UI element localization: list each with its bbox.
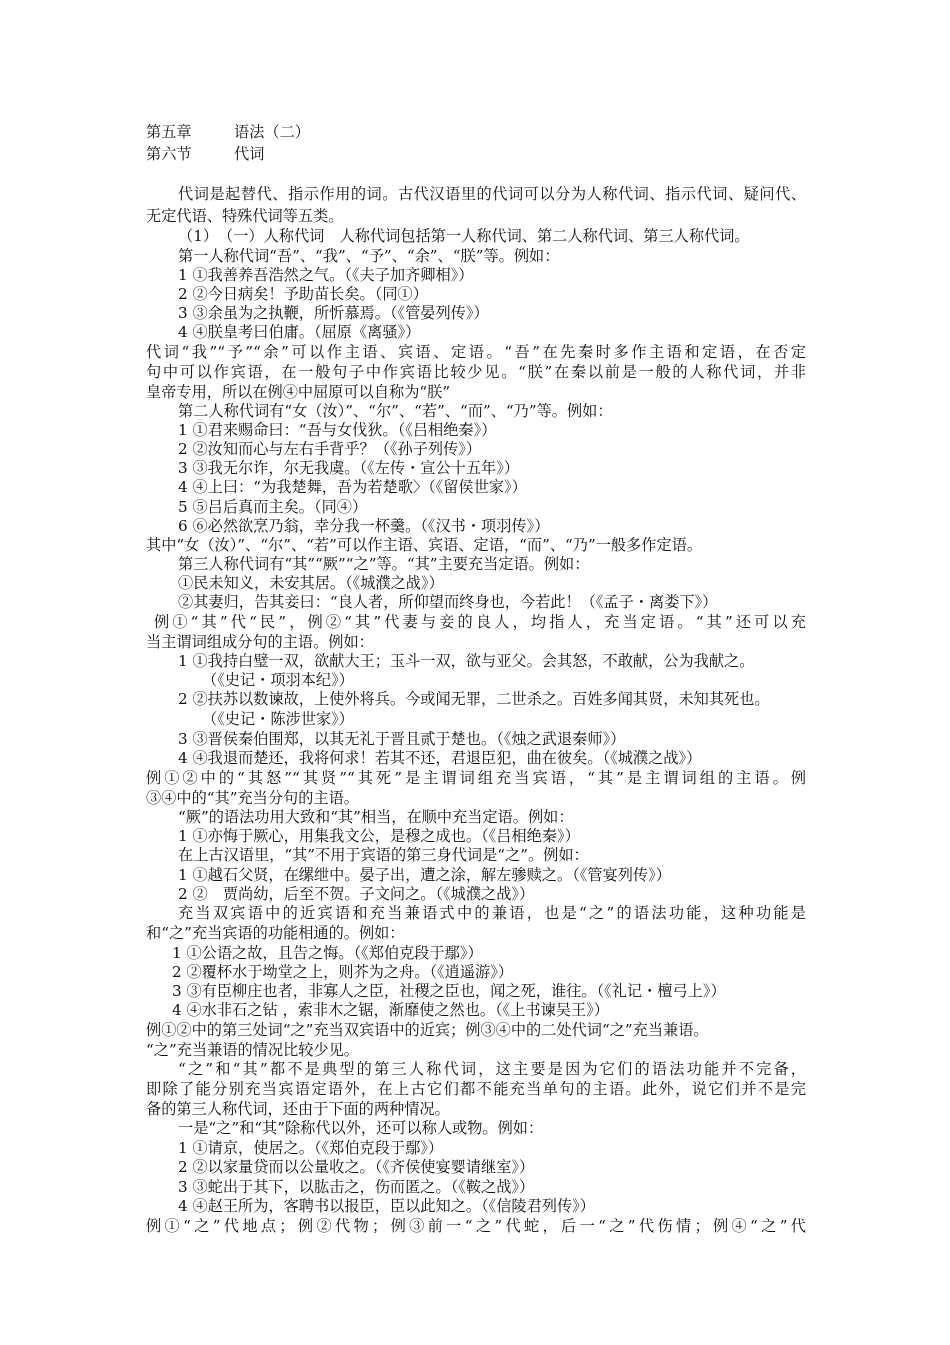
text-line: 3 ③我无尔诈，尔无我虞。（《左传・宣公十五年》） [178, 459, 520, 477]
text-line: 4 ④上曰：“为我楚舞，吾为若楚歌〉（《留侯世家》） [178, 478, 527, 496]
text-line: 2 ②扶苏以数谏故，上使外将兵。今或闻无罪，二世杀之。百姓多闻其贤，未知其死也。 [178, 690, 770, 708]
text-line: 4 ④水非石之钻 ，索非木之锯，渐靡使之然也。（《上书谏吴王》） [172, 1001, 609, 1019]
text-line: 2 ②今日病矣！予助苗长矣。（同①） [178, 285, 428, 303]
text-line: “之”和“其”都不是典型的第三人称代词，这主要是因为它们的语法功能并不完备， [178, 1060, 806, 1078]
text-line: 1 ①我持白璧一双，欲献大王；玉斗一双，欲与亚父。会其怒，不敢献，公为我献之。 [178, 652, 755, 670]
chapter-number: 第五章 [146, 123, 192, 141]
text-line: 其中“女（汝）”、“尔”、“若”可以作主语、宾语、定语，“而”、“乃”一般多作定语。 [146, 536, 703, 554]
text-line: 例①“其”代“民”，例②“其”代妻与妾的良人，均指人，充当定语。“其”还可以充 [154, 613, 806, 631]
text-line: 1 ①亦悔于厥心，用集我文公，是穆之成也。（《吕相绝秦》） [178, 827, 580, 845]
text-line: 第二人称代词有“女（汝）”、“尔”、“若”、“而”、“乃”等。例如： [178, 402, 613, 420]
text-line: 6 ⑥必然欲烹乃翁，幸分我一杯羹。（《汉书・项羽传》） [178, 517, 550, 535]
text-line: ③④中的“其”充当分句的主语。 [146, 789, 359, 807]
text-line: 备的第三人称代词，还由于下面的两种情况。 [146, 1100, 450, 1118]
text-line: 在上古汉语里，“其”不用于宾语的第三身代词是“之”。例如： [178, 846, 589, 864]
text-line: 当主谓词组成分句的主语。例如： [146, 633, 374, 651]
text-line: 2 ②以家量贷而以公量收之。（《齐侯使宴婴请继室》） [178, 1158, 535, 1176]
text-line: 4 ④我退而楚还，我将何求！若其不还，君退臣犯，曲在彼矣。（《城濮之战》） [178, 749, 702, 767]
text-line: 充当双宾语中的近宾语和充当兼语式中的兼语，也是“之”的语法功能，这种功能是 [178, 904, 806, 922]
text-line: 4 ④朕皇考曰伯庸。（屈原《离骚》） [178, 323, 421, 341]
text-line: 第一人称代词“吾”、“我”、“予”、“余”、“朕”等。例如： [178, 247, 560, 265]
text-line: 例①②中的“其怒”“其贤”“其死”是主谓词组充当宾语，“其”是主谓词组的主语。例 [146, 769, 806, 787]
text-line: 皇帝专用，所以在例④中屈原可以自称为“朕” [146, 383, 451, 401]
text-line: 1 ①君来赐命曰：“吾与女伐狄。（《吕相绝秦》） [178, 421, 497, 439]
text-line: 3 ③余虽为之执鞭，所忻慕焉。（《管晏列传》） [178, 304, 489, 322]
text-line: 5 ⑤吕后真而主矣。（同④） [178, 498, 368, 516]
text-line: 和“之”充当宾语的功能相通的。例如： [146, 924, 405, 942]
text-line: “之”充当兼语的情况比较少见。 [146, 1041, 359, 1059]
section-title: 代词 [234, 145, 265, 163]
text-line: 3 ③蛇出于其下，以肱击之，伤而匿之。（《鞍之战》） [178, 1178, 535, 1196]
text-line: （《史记・项羽本纪》） [202, 671, 354, 689]
text-line: 即除了能分别充当宾语定语外，在上古它们都不能充当单句的主语。此外，说它们并不是完 [146, 1080, 806, 1098]
text-line: 例①②中的第三处词“之”充当双宾语中的近宾；例③④中的二处代词“之”充当兼语。 [146, 1021, 709, 1039]
text-line: 1 ①公语之故，且告之悔。（《郑伯克段于鄢》） [172, 944, 483, 962]
text-line: 第三人称代词有“其”“厥”“之”等。“其”主要充当定语。例如： [178, 555, 590, 573]
text-line: 2 ② 贾尚幼，后至不贺。子文问之。（《城濮之战》） [178, 885, 535, 903]
text-line: 一是“之”和“其”除称代以外，还可以称人或物。例如： [178, 1119, 544, 1137]
text-line: 3 ③有臣柳庄也者，非寡人之臣，社稷之臣也，闻之死，谁往。（《礼记・檀弓上》） [172, 982, 726, 1000]
text-line: ①民未知义，未安其居。（《城濮之战》） [178, 574, 444, 592]
chapter-title: 语法（二） [234, 123, 310, 141]
text-line: （《史记・陈涉世家》） [202, 710, 354, 728]
text-line: 4 ④赵王所为，客聘书以报臣，臣以此知之。（《信陵君列传》） [178, 1197, 595, 1215]
text-line: ②其妻归，告其妾曰：“良人者，所仰望而终身也，今若此！（《孟子・离娄下》） [178, 593, 718, 611]
text-line: 句中可以作宾语，在一般句子中作宾语比较少见。“朕”在秦以前是一般的人称代词，并非 [146, 363, 806, 381]
text-line: （1） （一）人称代词 人称代词包括第一人称代词、第二人称代词、第三人称代词。 [178, 227, 750, 245]
text-line: “厥”的语法功用大致和“其”相当，在顺中充当定语。例如： [178, 808, 574, 826]
section-number: 第六节 [146, 145, 192, 163]
text-line: 代词是起替代、指示作用的词。古代汉语里的代词可以分为人称代词、指示代词、疑问代、 [178, 185, 806, 203]
text-line: 1 ①请京，使居之。（《郑伯克段于鄢》） [178, 1139, 444, 1157]
text-line: 2 ②汝知而心与左右手背乎？（《孙子列传》） [178, 440, 482, 458]
text-line: 1 ①越石父贤，在缧绁中。晏子出，遭之涂，解左骖赎之。（《管宴列传》） [178, 866, 671, 884]
text-line: 1 ①我善养吾浩然之气。（《夫子加齐卿相》） [178, 266, 474, 284]
text-line: 例①“之”代地点；例②代物；例③前一“之”代蛇，后一“之”代伤情；例④“之”代 [146, 1217, 806, 1235]
text-line: 2 ②覆杯水于坳堂之上，则芥为之舟。（《逍遥游》） [172, 963, 514, 981]
text-line: 无定代语、特殊代词等五类。 [146, 207, 344, 225]
text-line: 代词“我”“予”“余”可以作主语、宾语、定语。“吾”在先秦时多作主语和定语，在否定 [146, 343, 806, 361]
text-line: 3 ③晋侯秦伯围郑，以其无礼于晋且贰于楚也。（《烛之武退秦师》） [178, 730, 626, 748]
